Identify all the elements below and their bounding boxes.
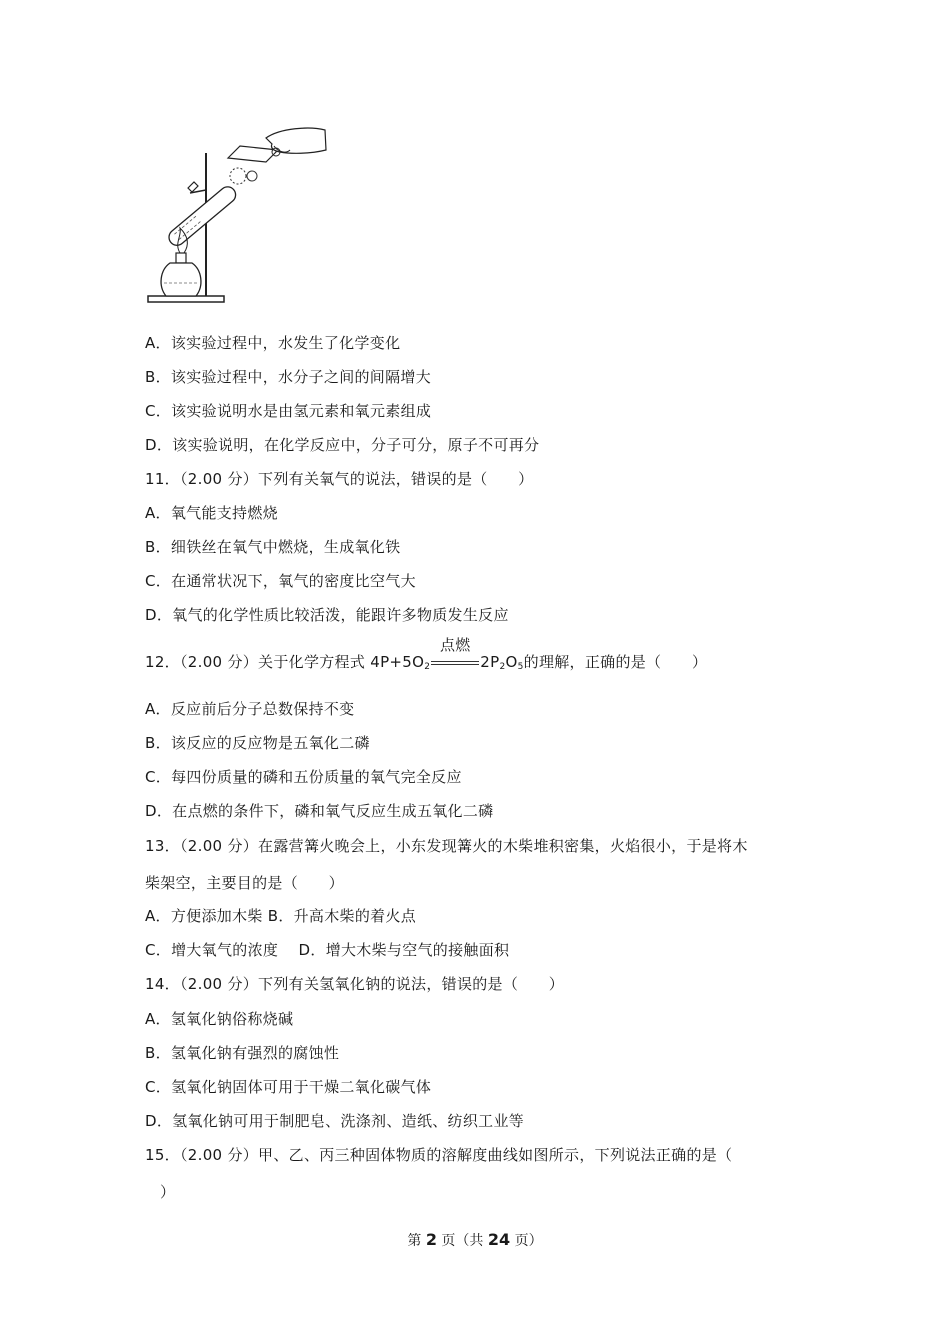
q14-option-a: A．氢氧化钠俗称烧碱 — [145, 1010, 294, 1028]
q12-stem-after: 的理解，正确的是（ ） — [523, 653, 708, 671]
experiment-apparatus-figure — [140, 118, 340, 313]
q14-option-c: C．氢氧化钠固体可用于干燥二氧化碳气体 — [145, 1078, 432, 1096]
q12-stem — [145, 636, 708, 672]
q10-option-c: C．该实验说明水是由氢元素和氧元素组成 — [145, 402, 432, 420]
footer-prefix: 第 — [407, 1233, 426, 1249]
footer-middle: 页（共 — [436, 1233, 488, 1249]
reaction-arrow — [430, 636, 480, 672]
reaction-condition: 点燃 — [439, 636, 471, 654]
q13-stem-line1: 13．（2.00 分）在露营篝火晚会上，小东发现篝火的木柴堆积密集，火焰很小，于是将木 — [145, 837, 748, 855]
o-subscript: 5 — [517, 662, 524, 672]
q11-option-c: C．在通常状况下，氧气的密度比空气大 — [145, 572, 416, 590]
product: 2P — [480, 653, 500, 671]
q10-option-a: A．该实验过程中，水发生了化学变化 — [145, 334, 401, 352]
product-o: O — [505, 653, 518, 671]
q12-option-a: A．反应前后分子总数保持不变 — [145, 700, 355, 718]
q12-option-d: D．在点燃的条件下，磷和氧气反应生成五氧化二磷 — [145, 802, 494, 820]
q14-stem: 14．（2.00 分）下列有关氢氧化钠的说法，错误的是（ ） — [145, 975, 565, 993]
q10-option-b: B．该实验过程中，水分子之间的间隔增大 — [145, 368, 431, 386]
p-subscript: 2 — [499, 662, 506, 672]
footer-suffix: 页） — [510, 1233, 543, 1249]
q13-options-line2: C．增大氧气的浓度 D．增大木柴与空气的接触面积 — [145, 941, 510, 959]
q11-option-a: A．氧气能支持燃烧 — [145, 504, 278, 522]
q14-option-d: D．氢氧化钠可用于制肥皂、洗涤剂、造纸、纺织工业等 — [145, 1112, 525, 1130]
footer-total-pages: 24 — [487, 1230, 511, 1249]
q12-option-c: C．每四份质量的磷和五份质量的氧气完全反应 — [145, 768, 462, 786]
q11-stem: 11．（2.00 分）下列有关氧气的说法，错误的是（ ） — [145, 470, 534, 488]
q13-options-line1: A．方便添加木柴 B．升高木柴的着火点 — [145, 907, 417, 925]
q13-stem-line2: 柴架空，主要目的是（ ） — [145, 874, 344, 892]
o2-subscript: 2 — [424, 662, 431, 672]
q15-stem-line1: 15．（2.00 分）甲、乙、丙三种固体物质的溶解度曲线如图所示，下列说法正确的是（ — [145, 1146, 733, 1164]
q12-option-b: B．该反应的反应物是五氧化二磷 — [145, 734, 370, 752]
q11-option-b: B．细铁丝在氧气中燃烧，生成氧化铁 — [145, 538, 401, 556]
q11-option-d: D．氧气的化学性质比较活泼，能跟许多物质发生反应 — [145, 606, 509, 624]
q10-option-d: D．该实验说明，在化学反应中，分子可分，原子不可再分 — [145, 436, 540, 454]
q15-stem-line2: ） — [160, 1183, 176, 1201]
page-footer — [0, 1230, 950, 1250]
q14-option-b: B．氢氧化钠有强烈的腐蚀性 — [145, 1044, 340, 1062]
q12-stem-before: 12．（2.00 分）关于化学方程式 4P+5O — [145, 653, 425, 671]
footer-page-number: 2 — [425, 1230, 437, 1249]
